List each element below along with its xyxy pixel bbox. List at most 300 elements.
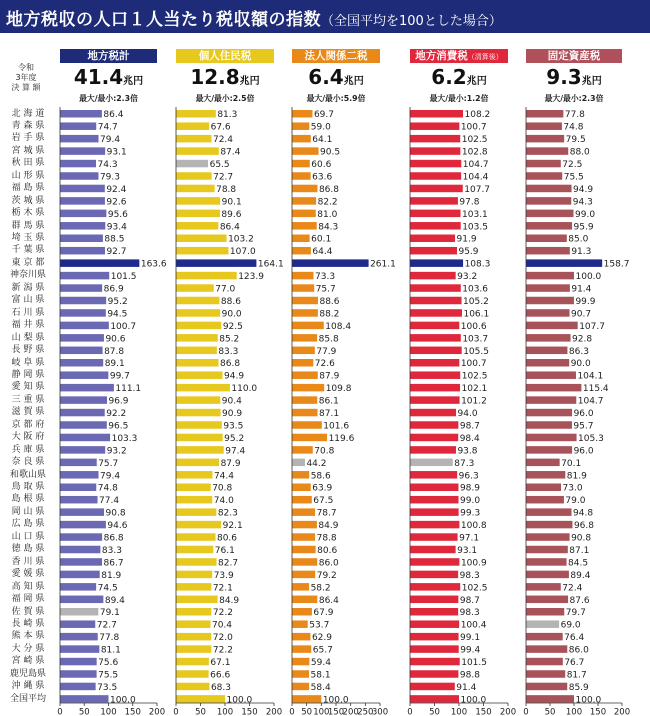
bar [292,571,315,579]
bar [292,359,313,367]
x-tick-label: 150 [124,707,141,716]
data-label: 53.7 [309,620,330,631]
bar [176,284,214,292]
bar [176,446,224,454]
data-label: 100.0 [226,695,253,706]
data-label: 107.0 [229,247,256,258]
data-label: 60.1 [311,234,332,245]
bar [410,147,460,155]
data-label: 98.8 [459,670,480,681]
bar [526,645,567,653]
data-label: 92.7 [106,247,127,258]
bar [526,608,564,616]
data-label: 64.1 [312,135,333,146]
bar [526,583,561,591]
data-label: 77.9 [316,346,337,357]
data-label: 72.6 [314,359,335,370]
data-label: 104.1 [577,371,604,382]
bar [526,272,574,280]
bar [526,446,572,454]
data-label: 86.4 [318,595,339,606]
data-label: 100.7 [110,321,137,332]
bar [410,384,460,392]
bar [176,160,208,168]
bar [410,596,458,604]
bar [60,521,106,529]
prefecture-label: 群 馬 県 [11,220,45,231]
data-label: 79.3 [99,172,121,183]
data-label: 95.2 [224,433,245,444]
panel-header: 個人住民税 [176,49,274,63]
panel-total-unit: 兆円 [466,76,487,87]
data-label: 70.8 [212,483,233,494]
bar [292,197,316,205]
data-label: 75.5 [563,172,584,183]
data-label: 94.9 [573,184,594,195]
bar [60,571,100,579]
bar [410,297,462,305]
panel-header-note: （清算後） [467,53,503,61]
data-label: 103.5 [462,222,488,233]
data-label: 75.5 [98,670,119,681]
data-label: 87.1 [569,545,590,556]
bar [60,484,96,492]
data-label: 81.1 [100,645,121,656]
data-label: 72.7 [213,172,234,183]
bar [292,695,321,703]
bar [410,633,459,641]
data-label: 98.7 [459,595,480,606]
bar [410,533,458,541]
data-label: 88.5 [104,234,125,245]
bar [176,683,209,691]
bar [60,110,102,118]
panel-total-unit: 兆円 [123,76,144,87]
data-label: 93.1 [457,545,478,556]
bar [60,147,105,155]
bar [60,409,105,417]
data-label: 66.6 [210,670,231,681]
bar [176,259,256,267]
bar [176,508,216,516]
data-label: 44.2 [306,458,327,469]
data-label: 86.7 [103,558,124,569]
x-tick-label: 250 [357,707,374,716]
bar [526,683,567,691]
bar [410,583,460,591]
bar [176,247,228,255]
x-tick-label: 100 [450,707,468,716]
bar [176,396,220,404]
bar [410,695,459,703]
data-label: 68.3 [210,682,232,693]
data-label: 102.8 [461,147,488,158]
bar [60,446,105,454]
bar [292,683,309,691]
bar [526,546,568,554]
data-label: 80.6 [317,545,338,556]
bar [410,546,456,554]
data-label: 84.5 [568,558,589,569]
bar [292,235,310,243]
bar [526,633,563,641]
bar [60,434,110,442]
panel-total-unit: 兆円 [343,76,364,87]
prefecture-label: 奈 良 県 [11,457,45,468]
bar [176,471,212,479]
bar [292,247,311,255]
bar [176,571,212,579]
bar [60,297,106,305]
data-label: 100.0 [575,695,602,706]
data-label: 73.0 [562,483,583,494]
bar [176,658,209,666]
data-label: 78.7 [316,508,337,519]
bar [176,172,212,180]
data-label: 86.0 [568,645,589,656]
data-label: 101.6 [323,421,350,432]
data-label: 119.6 [328,433,355,444]
bar [410,409,456,417]
data-label: 80.6 [216,533,238,544]
prefecture-label: 三 重 県 [11,394,45,405]
panel-total-unit: 兆円 [239,76,260,87]
data-label: 98.3 [459,608,480,619]
bar [176,334,218,342]
bar [60,172,98,180]
panel-ratio: 最大/最小:2.3倍 [79,94,138,103]
bar [176,459,219,467]
prefecture-label: 静 岡 県 [11,369,45,380]
data-label: 63.9 [312,483,333,494]
panel-header: 固定資産税 [526,49,622,63]
bar [410,185,463,193]
data-label: 89.6 [221,209,242,220]
prefecture-label: 山 梨 県 [11,332,45,343]
data-label: 93.1 [106,147,127,158]
data-label: 93.5 [223,421,244,432]
prefecture-label: 高 知 県 [11,581,45,592]
bar [292,521,317,529]
data-label: 96.3 [458,471,479,482]
bar [292,110,312,118]
bar [292,409,318,417]
bar [526,571,569,579]
prefecture-label: 鹿児島県 [9,668,46,679]
data-label: 100.8 [460,521,487,532]
prefecture-label: 北 海 道 [11,108,45,119]
panel-ratio: 最大/最小:2.5倍 [195,94,255,103]
data-label: 58.4 [310,682,331,693]
prefecture-label: 長 野 県 [11,345,45,356]
data-label: 105.5 [463,346,489,357]
bar [292,135,311,143]
bar [410,259,463,267]
bar [176,297,219,305]
data-label: 98.3 [459,570,480,581]
data-label: 60.6 [311,160,332,170]
bar [410,459,453,467]
data-label: 158.7 [603,259,630,270]
data-label: 108.2 [464,110,491,121]
data-label: 94.3 [572,197,593,208]
bar [526,484,561,492]
bar [60,284,102,292]
data-label: 261.1 [370,259,396,270]
bar [526,421,572,429]
bar [176,434,223,442]
data-label: 79.5 [565,135,586,146]
data-label: 72.7 [96,620,117,631]
data-label: 100.6 [460,321,487,332]
bar [176,110,216,118]
bar [292,160,310,168]
bar [60,197,105,205]
bar [176,210,220,218]
data-label: 72.2 [212,645,233,656]
title-subtitle: （全国平均を100とした場合） [321,14,502,29]
bar [410,620,459,628]
data-label: 163.6 [140,259,167,270]
bar [176,484,211,492]
data-label: 84.9 [318,521,339,532]
data-label: 72.5 [562,160,583,170]
x-tick-label: 50 [544,707,556,716]
data-label: 90.4 [221,396,242,407]
data-label: 86.8 [103,533,124,544]
bar [292,122,309,130]
bar [526,533,570,541]
data-label: 89.1 [104,359,125,370]
data-label: 87.9 [319,371,340,382]
data-label: 87.9 [220,458,241,469]
prefecture-label: 愛 知 県 [11,382,45,393]
bar [410,496,459,504]
bar [176,596,218,604]
bar [292,384,324,392]
bar [526,259,602,267]
bar [410,247,457,255]
bar [292,272,314,280]
bar [176,347,217,355]
data-label: 76.7 [564,658,585,668]
bar [526,459,560,467]
data-label: 79.4 [100,471,121,482]
bar [410,571,458,579]
data-label: 85.9 [568,682,589,693]
data-label: 90.6 [105,334,126,345]
bar [292,596,317,604]
bar [410,558,459,566]
bar [60,160,96,168]
panel-header: 法人関係二税 [292,49,380,63]
bar [526,160,561,168]
data-label: 92.8 [572,334,593,345]
data-label: 105.3 [578,433,604,444]
bar [60,259,139,267]
bar [292,608,312,616]
data-label: 65.7 [312,645,333,656]
bar [410,322,459,330]
bar [526,247,570,255]
data-label: 99.3 [460,508,481,519]
bar [410,122,459,130]
bar [176,645,211,653]
data-label: 79.0 [565,496,586,507]
bar [526,695,574,703]
data-label: 72.4 [562,583,583,594]
bar [410,135,460,143]
bar [60,558,102,566]
prefecture-label: 熊 本 県 [11,631,45,642]
data-label: 108.3 [464,259,491,270]
bar [60,185,105,193]
prefecture-label: 秋 田 県 [11,158,45,169]
data-label: 81.9 [101,570,122,581]
bar [60,608,98,616]
data-label: 98.7 [459,421,480,432]
prefecture-label: 千 葉 県 [11,245,45,256]
prefecture-label: 山 口 県 [11,531,45,542]
data-label: 92.5 [222,321,243,332]
prefecture-label: 愛 媛 県 [11,569,45,580]
x-tick-label: 50 [429,707,440,716]
data-label: 164.1 [257,259,284,270]
bar [526,521,572,529]
bar [292,533,315,541]
bar [292,147,319,155]
data-label: 79.4 [100,135,121,146]
bar [526,596,568,604]
data-label: 87.6 [569,595,590,606]
prefecture-label: 福 井 県 [11,320,45,331]
prefecture-label: 大 分 県 [11,643,45,654]
data-label: 108.4 [325,321,352,332]
bar [176,309,220,317]
bar [176,670,209,678]
bar [410,608,458,616]
bar [176,272,237,280]
data-label: 79.1 [99,608,120,619]
data-label: 94.6 [107,521,128,532]
data-label: 99.4 [460,645,481,656]
bar [526,471,565,479]
bar [292,471,309,479]
prefecture-label: 宮 城 県 [11,145,45,156]
panel-total: 12.8兆円 [190,65,260,89]
prefecture-label: 岩 手 県 [11,133,45,144]
data-label: 72.4 [212,135,234,146]
x-tick-label: 200 [499,707,517,716]
data-label: 99.0 [575,209,596,220]
data-label: 92.6 [106,197,127,208]
data-label: 87.3 [454,458,475,469]
data-label: 95.2 [107,296,128,307]
bar [410,371,460,379]
data-label: 76.4 [564,633,585,644]
data-label: 72.0 [212,633,233,644]
bar [176,608,211,616]
bar [292,222,317,230]
prefecture-label: 兵 庫 県 [11,444,45,455]
data-label: 95.9 [573,222,594,233]
prefecture-label: 佐 賀 県 [11,606,45,617]
bar [292,172,311,180]
year-label-year: 3年度 [15,73,37,82]
prefecture-label: 新 潟 県 [11,282,45,293]
data-label: 103.1 [462,209,488,220]
data-label: 90.7 [571,309,592,320]
prefecture-label: 鳥 取 県 [11,482,45,492]
data-label: 82.3 [217,508,238,519]
data-label: 81.3 [217,110,238,121]
bar [410,284,461,292]
bar [292,297,318,305]
data-label: 107.7 [579,321,605,332]
bar [526,135,564,143]
bar [410,347,462,355]
data-label: 77.8 [564,110,585,121]
prefecture-label: 沖 縄 県 [11,681,45,692]
title-text: 地方税収の人口１人当たり税収額の指数 [6,10,321,30]
data-label: 94.5 [107,309,128,320]
data-label: 92.1 [222,521,243,532]
bar [526,110,563,118]
x-tick-label: 0 [57,707,63,716]
data-label: 70.4 [211,620,233,631]
data-label: 103.3 [111,433,138,444]
bar [60,135,99,143]
x-tick-label: 200 [265,707,283,716]
bar [176,235,227,243]
data-label: 103.7 [462,334,489,345]
data-label: 72.2 [212,608,233,619]
bar [176,533,215,541]
bar [60,122,96,130]
data-label: 89.4 [570,570,591,581]
x-tick-label: 50 [301,707,313,716]
bar [292,322,324,330]
prefecture-label: 長 崎 県 [11,618,45,629]
data-label: 67.6 [210,122,231,133]
data-label: 107.7 [464,184,491,195]
bar [526,147,568,155]
panel-total-unit: 兆円 [581,76,602,87]
data-label: 106.1 [463,309,490,320]
bar [292,347,315,355]
bar [526,658,563,666]
data-label: 73.9 [213,570,234,581]
data-label: 73.5 [97,682,118,693]
data-label: 92.2 [106,409,127,419]
data-label: 96.8 [573,521,595,532]
data-label: 97.4 [225,446,246,457]
bar [292,446,313,454]
data-label: 90.0 [570,359,591,370]
prefecture-label: 青 森 県 [11,120,45,131]
bar [410,110,463,118]
bar [526,371,576,379]
bar [60,645,99,653]
bar [292,620,308,628]
x-tick-label: 0 [289,707,295,716]
data-label: 78.8 [316,533,337,544]
prefecture-label: 徳 島 県 [11,544,45,555]
x-tick-label: 150 [327,707,345,716]
data-label: 58.6 [310,471,331,482]
data-label: 64.4 [312,247,333,258]
panel-total: 9.3兆円 [546,65,602,89]
